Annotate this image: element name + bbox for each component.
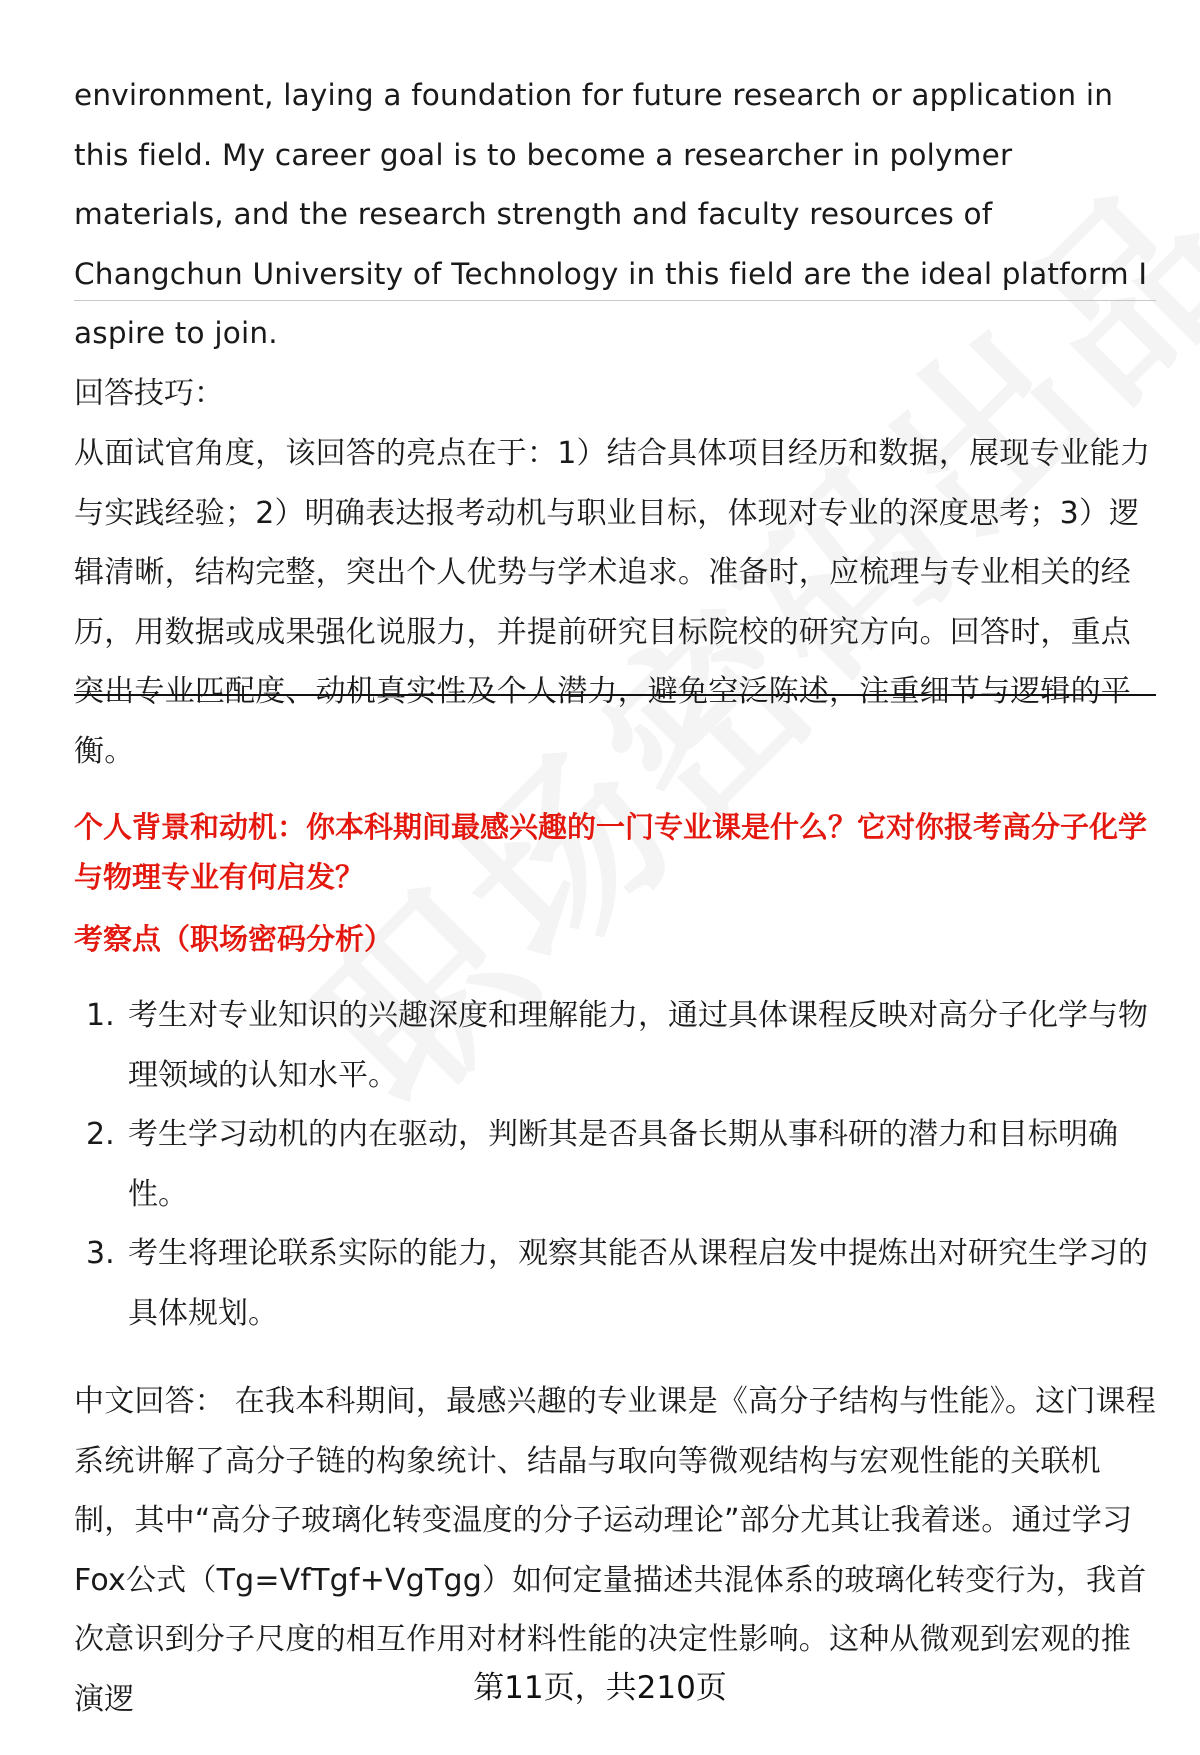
continuation-paragraph: environment, laying a foundation for future research or application in this field. My career goal is to become a researcher in polymer materials, and the research strength and faculty resources of Changchun University of Technology in this field are the ideal platform I aspire to join. (74, 78, 1148, 350)
tips-body: 从面试官角度，该回答的亮点在于：1）结合具体项目经历和数据，展现专业能力与实践经验；2）明确表达报考动机与职业目标，体现对专业的深度思考；3）逻辑清晰，结构完整，突出个人优势与学术追求。准备时，应梳理与专业相关的经历，用数据或成果强化说服力，并提前研究目标院校的研究方向。回答时，重点突出专业匹配度、动机真实性及个人潜力，避免空泛陈述，注重细节与逻辑的平衡。 (74, 436, 1151, 769)
page-footer: 第11页，共210页 (473, 1670, 727, 1706)
list-item (74, 986, 1156, 1105)
focus-title: 考察点（职场密码分析） (74, 922, 394, 956)
divider-thick (74, 694, 1156, 696)
list-item (74, 1224, 1156, 1343)
list-item-text: 考生对专业知识的兴趣深度和理解能力，通过具体课程反映对高分子化学与物理领域的认知水平。 (128, 998, 1148, 1093)
list-item-number: 1. (86, 998, 115, 1033)
question-heading: 个人背景和动机：你本科期间最感兴趣的一门专业课是什么？它对你报考高分子化学与物理专业有何启发？ (74, 810, 1148, 894)
list-item-text: 考生将理论联系实际的能力，观察其能否从课程启发中提炼出对研究生学习的具体规划。 (128, 1236, 1148, 1331)
list-item (74, 1105, 1156, 1224)
tips-label: 回答技巧： (74, 376, 224, 411)
divider-thin (74, 300, 1156, 301)
list-item-number: 3. (86, 1236, 115, 1271)
focus-points-list (74, 986, 1156, 1343)
list-item-text: 考生学习动机的内在驱动，判断其是否具备长期从事科研的潜力和目标明确性。 (128, 1117, 1118, 1212)
answer-paragraph: 中文回答： 在我本科期间，最感兴趣的专业课是《高分子结构与性能》。这门课程系统讲解了高分子链的构象统计、结晶与取向等微观结构与宏观性能的关联机制，其中“高分子玻璃化转变温度的分子运动理论”部分尤其让我着迷。通过学习Fox公式（Tg=VfTgf+VgTgg）如何定量描述共混体系的玻璃化转变行为，我首次意识到分子尺度的相互作用对材料性能的决定性影响。这种从微观到宏观的推演逻 (74, 1384, 1156, 1717)
list-item-number: 2. (86, 1117, 115, 1152)
